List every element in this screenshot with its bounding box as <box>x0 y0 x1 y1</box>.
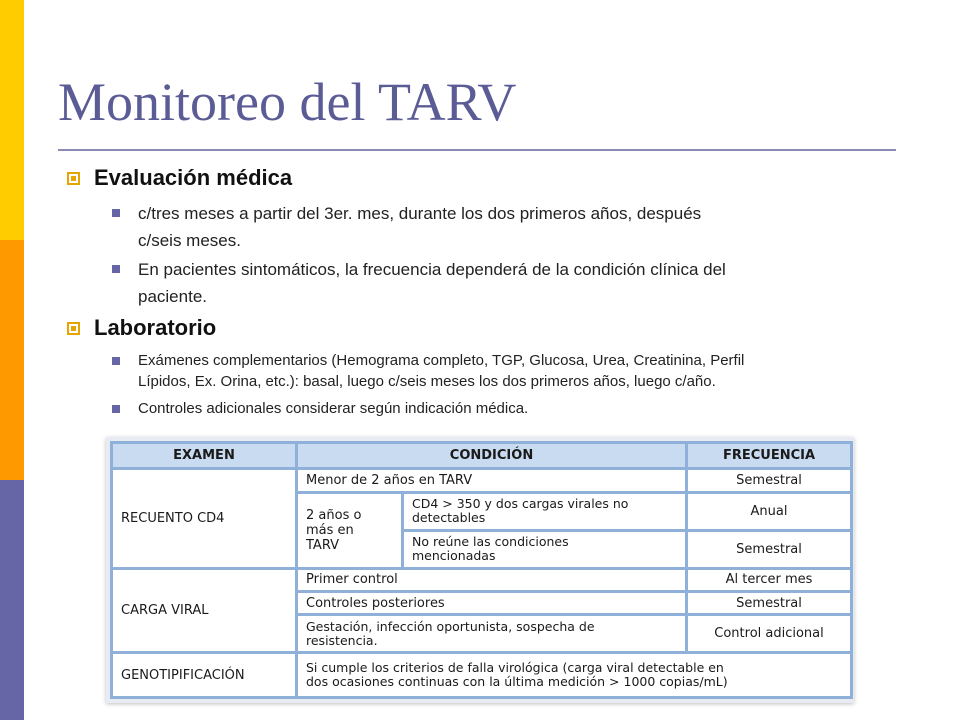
exam-carga-viral: CARGA VIRAL <box>112 568 297 653</box>
exam-cd4: RECUENTO CD4 <box>112 469 297 568</box>
cell-line: No reúne las condiciones <box>412 534 569 550</box>
cell-line: Si cumple los criterios de falla virológica (carga viral detectable en <box>306 660 724 676</box>
list-item <box>138 256 878 310</box>
cell-line: resistencia. <box>306 632 378 648</box>
list-item-line: paciente. <box>138 287 207 306</box>
monitoring-table-container <box>106 437 854 703</box>
table-row <box>112 568 852 591</box>
header-examen: EXAMEN <box>112 443 297 469</box>
condition-cell <box>403 492 687 530</box>
list-item-line: Controles adicionales considerar según indicación médica. <box>138 400 529 417</box>
list-item <box>138 398 878 419</box>
condition-cell: Primer control <box>297 568 687 591</box>
square-bullet-icon <box>112 209 120 217</box>
section-heading-evaluacion: Evaluación médica <box>94 165 293 190</box>
accent-segment-orange <box>0 240 24 480</box>
cell-line: CD4 > 350 y dos cargas virales no <box>412 496 629 512</box>
header-condicion: CONDICIÓN <box>297 443 687 469</box>
list-item-line: En pacientes sintomáticos, la frecuencia dependerá de la condición clínica del <box>138 260 726 279</box>
list-item-line: Lípidos, Ex. Orina, etc.): basal, luego c/seis meses los dos primeros años, luego c/año. <box>138 373 716 390</box>
list-item-line: Exámenes complementarios (Hemograma completo, TGP, Glucosa, Urea, Creatinina, Perfil <box>138 352 745 369</box>
table-row <box>112 653 852 698</box>
frequency-cell: Semestral <box>687 530 852 568</box>
square-bullet-icon <box>67 322 80 335</box>
frequency-cell: Anual <box>687 492 852 530</box>
frequency-cell: Semestral <box>687 469 852 492</box>
condition-cell <box>403 530 687 568</box>
square-bullet-icon <box>112 265 120 273</box>
accent-segment-purple <box>0 480 24 720</box>
table-header-row <box>112 443 852 469</box>
list-item-line: c/tres meses a partir del 3er. mes, durante los dos primeros años, después <box>138 204 702 223</box>
list-item <box>138 350 878 392</box>
condition-cell: Menor de 2 años en TARV <box>297 469 687 492</box>
section-heading-laboratorio: Laboratorio <box>94 315 217 340</box>
frequency-cell: Semestral <box>687 592 852 615</box>
exam-genotipificacion: GENOTIPIFICACIÓN <box>112 653 297 698</box>
cell-line: Gestación, infección oportunista, sospecha de <box>306 618 595 634</box>
title-divider <box>58 149 896 151</box>
subcondition-cell <box>297 492 403 568</box>
cell-line: más en <box>306 522 354 538</box>
square-bullet-icon <box>112 405 120 413</box>
list-item-line: c/seis meses. <box>138 231 241 250</box>
slide-title: Monitoreo del TARV <box>58 72 517 132</box>
condition-cell <box>297 653 852 698</box>
cell-line: detectables <box>412 510 486 526</box>
square-bullet-icon <box>112 357 120 365</box>
condition-cell: Controles posteriores <box>297 592 687 615</box>
table-row <box>112 469 852 492</box>
cell-line: 2 años o <box>306 507 362 523</box>
left-accent-bar <box>0 0 24 720</box>
monitoring-table <box>110 441 853 699</box>
list-item <box>138 200 878 254</box>
cell-line: TARV <box>306 537 340 553</box>
accent-segment-yellow <box>0 0 24 240</box>
header-frecuencia: FRECUENCIA <box>687 443 852 469</box>
cell-line: mencionadas <box>412 548 496 564</box>
square-bullet-icon <box>67 172 80 185</box>
frequency-cell: Control adicional <box>687 615 852 653</box>
cell-line: dos ocasiones continuas con la última medición > 1000 copias/mL) <box>306 674 728 690</box>
frequency-cell: Al tercer mes <box>687 568 852 591</box>
condition-cell <box>297 615 687 653</box>
